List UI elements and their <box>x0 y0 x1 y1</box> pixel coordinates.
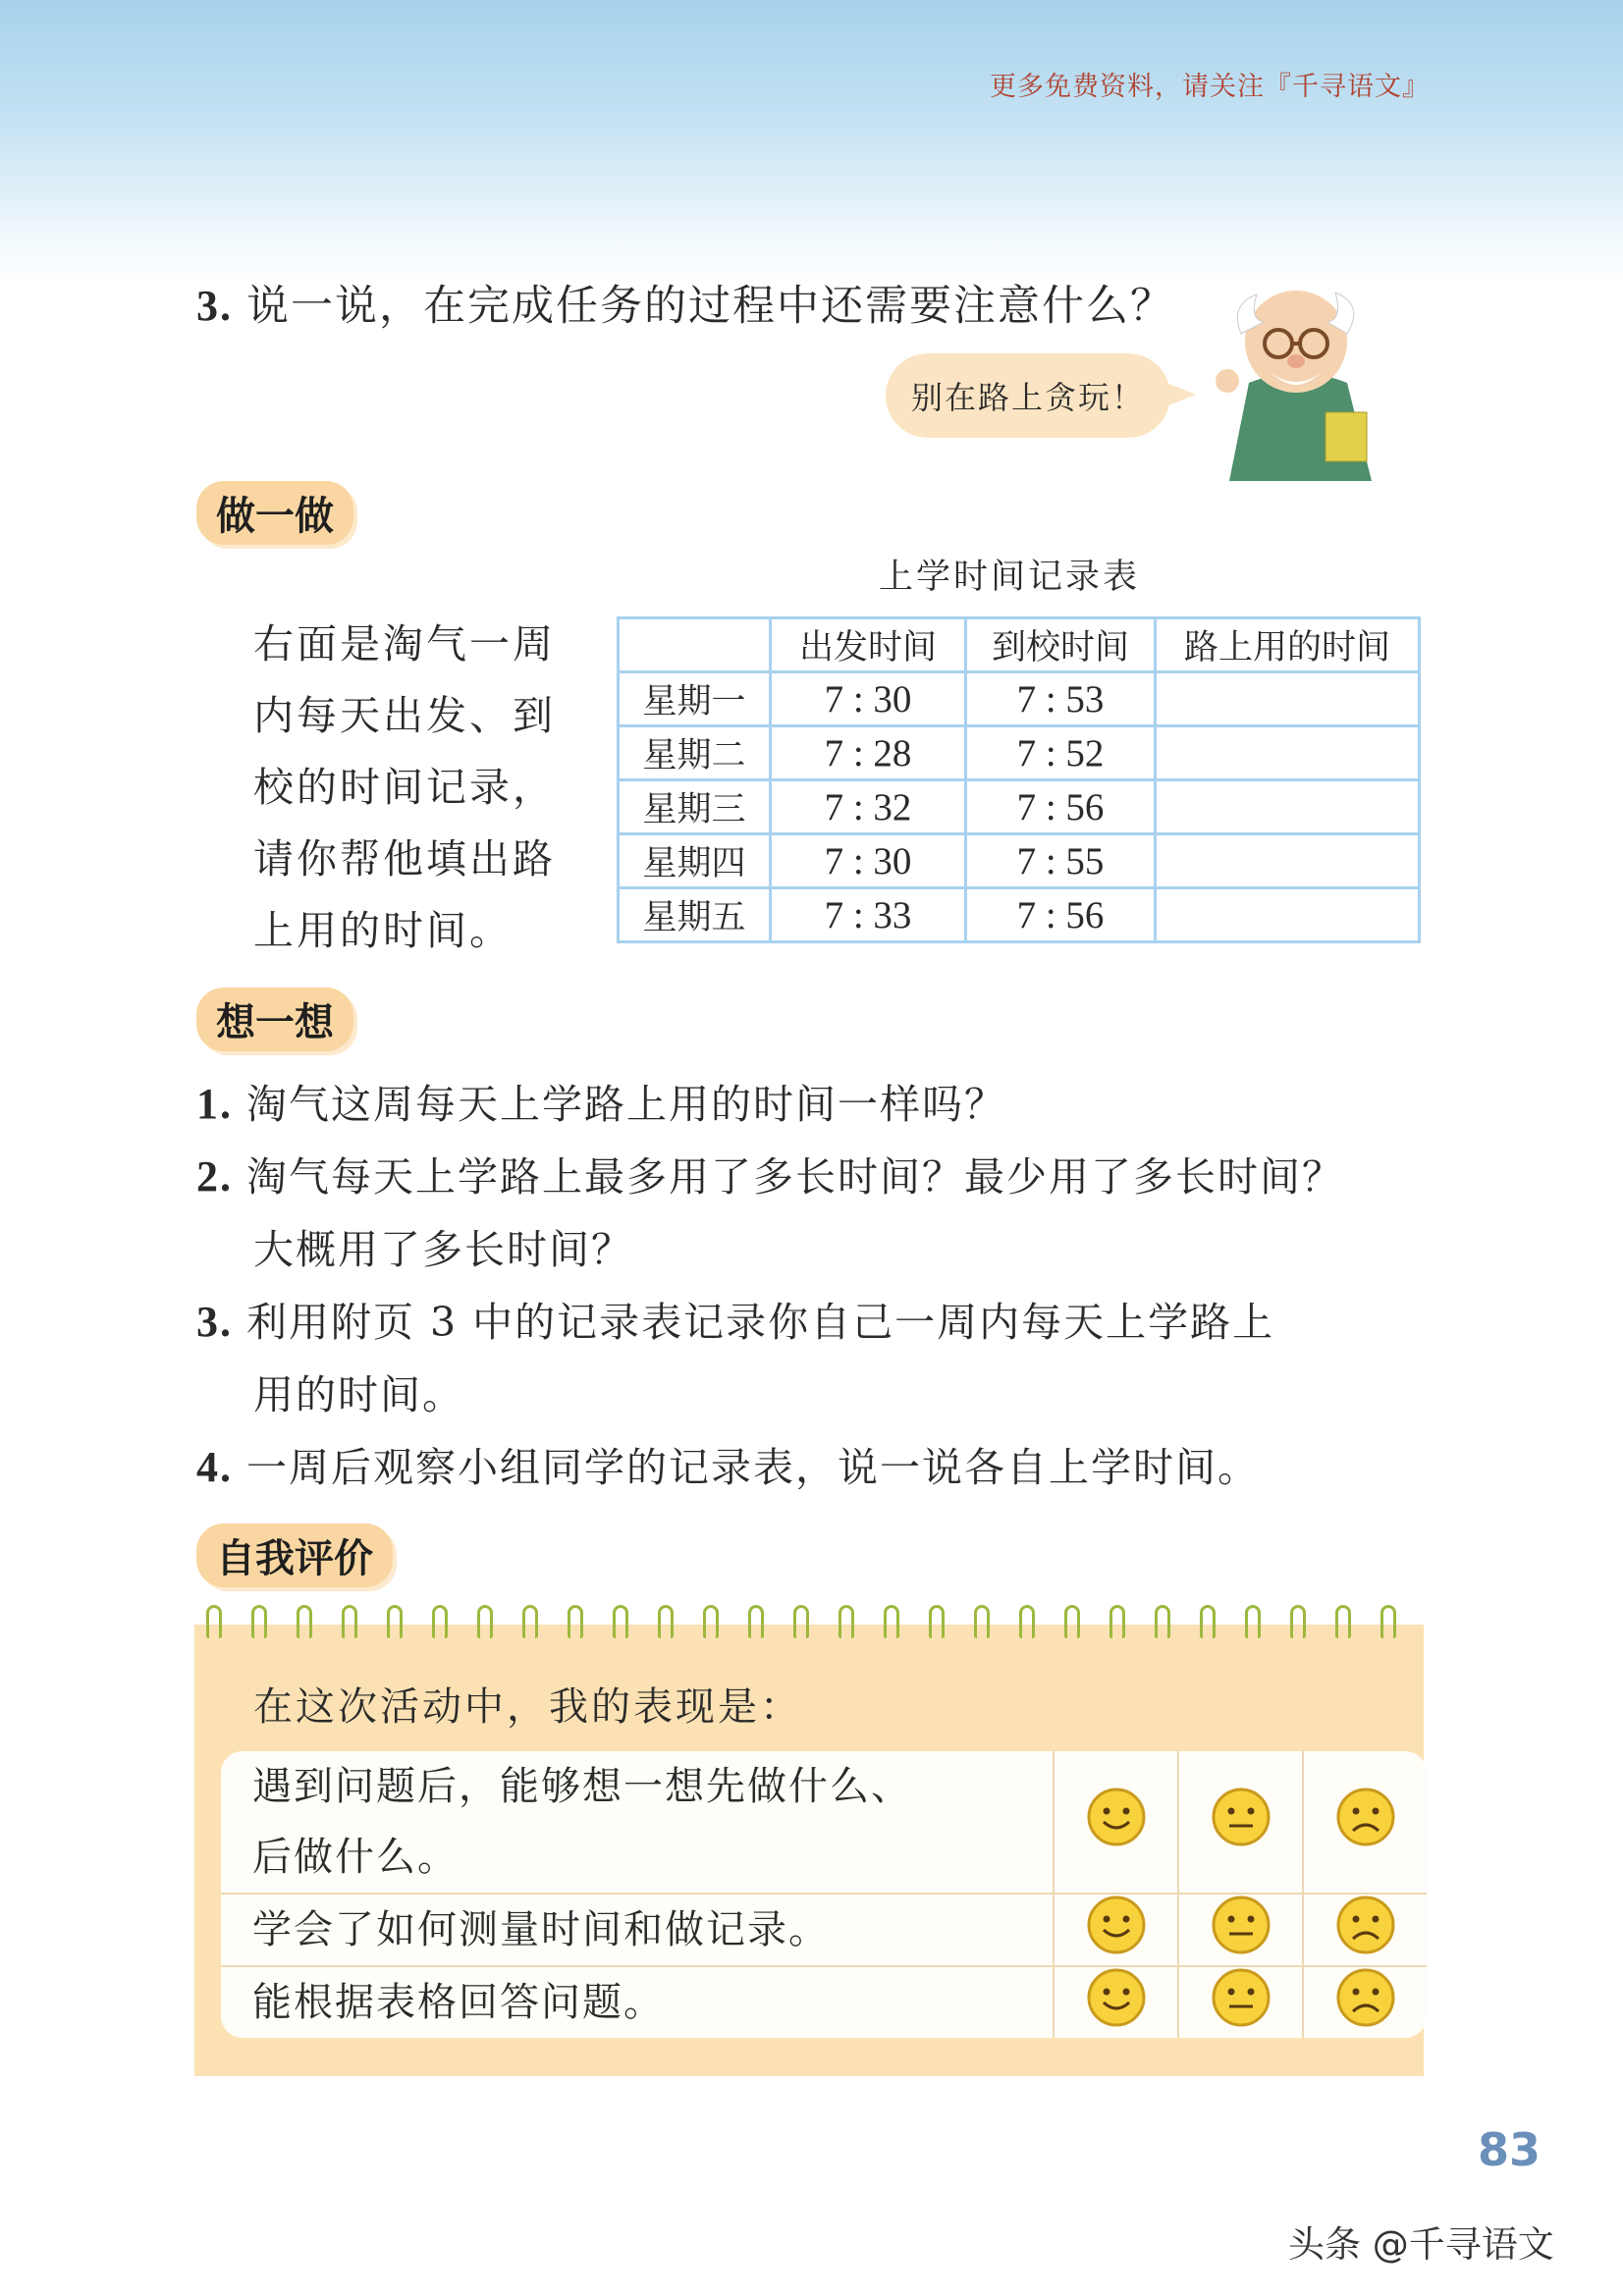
arrive-time-cell: 7 : 55 <box>966 834 1156 888</box>
spiral-ring <box>387 1605 403 1638</box>
evaluation-row <box>221 1751 1427 1895</box>
item-text-continued: 用的时间。 <box>253 1371 464 1418</box>
question-3-text: 说一说，在完成任务的过程中还需要注意什么？ <box>246 282 1174 331</box>
task-line: 右面是淘气一周 <box>253 620 556 667</box>
arrive-time-cell: 7 : 53 <box>966 672 1156 726</box>
smile-face-icon[interactable] <box>1053 1895 1177 1967</box>
item-text: 淘气每天上学路上最多用了多长时间？最少用了多长时间？ <box>246 1153 1344 1201</box>
evaluation-text <box>221 1895 1053 1967</box>
evaluation-line: 遇到问题后，能够想一想先做什么、 <box>252 1764 912 1809</box>
task-line: 校的时间记录， <box>253 764 556 811</box>
arrive-time-cell: 7 : 56 <box>966 780 1156 834</box>
travel-time-cell[interactable] <box>1156 726 1420 780</box>
section-label-ziwo: 自我评价 <box>196 1523 393 1587</box>
table-header-cell <box>619 618 771 672</box>
table-row <box>619 888 1420 942</box>
spiral-ring <box>297 1605 312 1638</box>
item-number: 2. <box>196 1152 233 1201</box>
weekday-cell: 星期四 <box>619 834 771 888</box>
arrive-time-cell: 7 : 52 <box>966 726 1156 780</box>
table-row <box>619 834 1420 888</box>
question-3-number: 3. <box>196 282 233 330</box>
list-item <box>196 1435 1260 1493</box>
task-line: 内每天出发、到 <box>253 692 556 739</box>
spiral-ring <box>1064 1605 1080 1638</box>
sad-face-icon[interactable] <box>1302 1967 1427 2038</box>
spiral-ring <box>613 1605 628 1638</box>
spiral-ring <box>929 1605 945 1638</box>
arrive-time-cell: 7 : 56 <box>966 888 1156 942</box>
travel-time-cell[interactable] <box>1156 780 1420 834</box>
travel-time-cell[interactable] <box>1156 834 1420 888</box>
neutral-face-icon[interactable] <box>1177 1751 1302 1895</box>
spiral-ring <box>1155 1605 1170 1638</box>
spiral-ring <box>1380 1605 1396 1638</box>
page-number: 83 <box>1478 2123 1542 2176</box>
depart-time-cell: 7 : 33 <box>771 888 966 942</box>
spiral-ring <box>568 1605 583 1638</box>
task-line: 上用的时间。 <box>253 907 513 954</box>
evaluation-line: 能根据表格回答问题。 <box>252 1980 665 2025</box>
table-header-row <box>619 618 1420 672</box>
list-item <box>196 1290 1274 1348</box>
table-header-cell: 路上用的时间 <box>1156 618 1420 672</box>
spiral-ring <box>1200 1605 1216 1638</box>
school-time-table <box>617 616 1421 943</box>
item-text: 一周后观察小组同学的记录表，说一说各自上学时间。 <box>246 1444 1260 1491</box>
spiral-ring <box>1335 1605 1351 1638</box>
table-row <box>619 726 1420 780</box>
weekday-cell: 星期三 <box>619 780 771 834</box>
spiral-ring <box>658 1605 674 1638</box>
item-text: 淘气这周每天上学路上用的时间一样吗？ <box>246 1081 1006 1128</box>
travel-time-cell[interactable] <box>1156 888 1420 942</box>
spiral-ring <box>1109 1605 1125 1638</box>
section-label-xiang: 想一想 <box>196 988 353 1051</box>
smile-face-icon[interactable] <box>1053 1967 1177 2038</box>
spiral-ring <box>1245 1605 1261 1638</box>
neutral-face-icon[interactable] <box>1177 1895 1302 1967</box>
task-description <box>253 609 587 967</box>
item-number: 1. <box>196 1080 233 1128</box>
neutral-face-icon[interactable] <box>1177 1967 1302 2038</box>
evaluation-row <box>221 1967 1427 2038</box>
table-row <box>619 672 1420 726</box>
header-notice: 更多免费资料，请关注『千寻语文』 <box>990 72 1430 102</box>
task-line: 请你帮他填出路 <box>253 835 556 882</box>
spiral-ring <box>974 1605 990 1638</box>
spiral-ring <box>839 1605 854 1638</box>
weekday-cell: 星期二 <box>619 726 771 780</box>
depart-time-cell: 7 : 32 <box>771 780 966 834</box>
evaluation-table <box>221 1751 1427 2038</box>
table-caption: 上学时间记录表 <box>879 558 1141 597</box>
depart-time-cell: 7 : 30 <box>771 672 966 726</box>
item-text: 利用附页 3 中的记录表记录你自己一周内每天上学路上 <box>246 1299 1275 1346</box>
table-row <box>619 780 1420 834</box>
smile-face-icon[interactable] <box>1053 1751 1177 1895</box>
evaluation-text <box>221 1751 1053 1895</box>
question-3 <box>196 273 1174 333</box>
spiral-ring <box>703 1605 719 1638</box>
spiral-ring <box>342 1605 357 1638</box>
evaluation-row <box>221 1895 1427 1967</box>
table-header-cell: 出发时间 <box>771 618 966 672</box>
evaluation-line: 后做什么。 <box>252 1835 459 1880</box>
weekday-cell: 星期一 <box>619 672 771 726</box>
travel-time-cell[interactable] <box>1156 672 1420 726</box>
table-header-cell: 到校时间 <box>966 618 1156 672</box>
evaluation-line: 学会了如何测量时间和做记录。 <box>252 1907 830 1952</box>
spiral-ring <box>432 1605 448 1638</box>
sad-face-icon[interactable] <box>1302 1751 1427 1895</box>
teacher-illustration <box>1210 265 1386 481</box>
watermark: 头条 @千寻语文 <box>1288 2223 1554 2266</box>
section-label-zuo: 做一做 <box>196 481 353 545</box>
speech-bubble <box>886 353 1170 438</box>
weekday-cell: 星期五 <box>619 888 771 942</box>
list-item <box>196 1145 1344 1202</box>
spiral-ring <box>748 1605 764 1638</box>
spiral-ring <box>251 1605 267 1638</box>
item-text-continued: 大概用了多长时间？ <box>253 1226 633 1273</box>
sad-face-icon[interactable] <box>1302 1895 1427 1967</box>
spiral-ring <box>206 1605 222 1638</box>
spiral-ring <box>1290 1605 1306 1638</box>
depart-time-cell: 7 : 30 <box>771 834 966 888</box>
depart-time-cell: 7 : 28 <box>771 726 966 780</box>
spiral-ring <box>1019 1605 1035 1638</box>
evaluation-text <box>221 1967 1053 2038</box>
item-number: 4. <box>196 1443 233 1491</box>
spiral-ring <box>477 1605 493 1638</box>
spiral-ring <box>793 1605 809 1638</box>
speech-bubble-text: 别在路上贪玩！ <box>910 379 1145 416</box>
list-item <box>196 1072 1006 1130</box>
evaluation-title: 在这次活动中，我的表现是： <box>253 1684 802 1730</box>
spiral-ring <box>884 1605 899 1638</box>
spiral-ring <box>522 1605 538 1638</box>
header-banner <box>0 0 1623 285</box>
item-number: 3. <box>196 1298 233 1346</box>
